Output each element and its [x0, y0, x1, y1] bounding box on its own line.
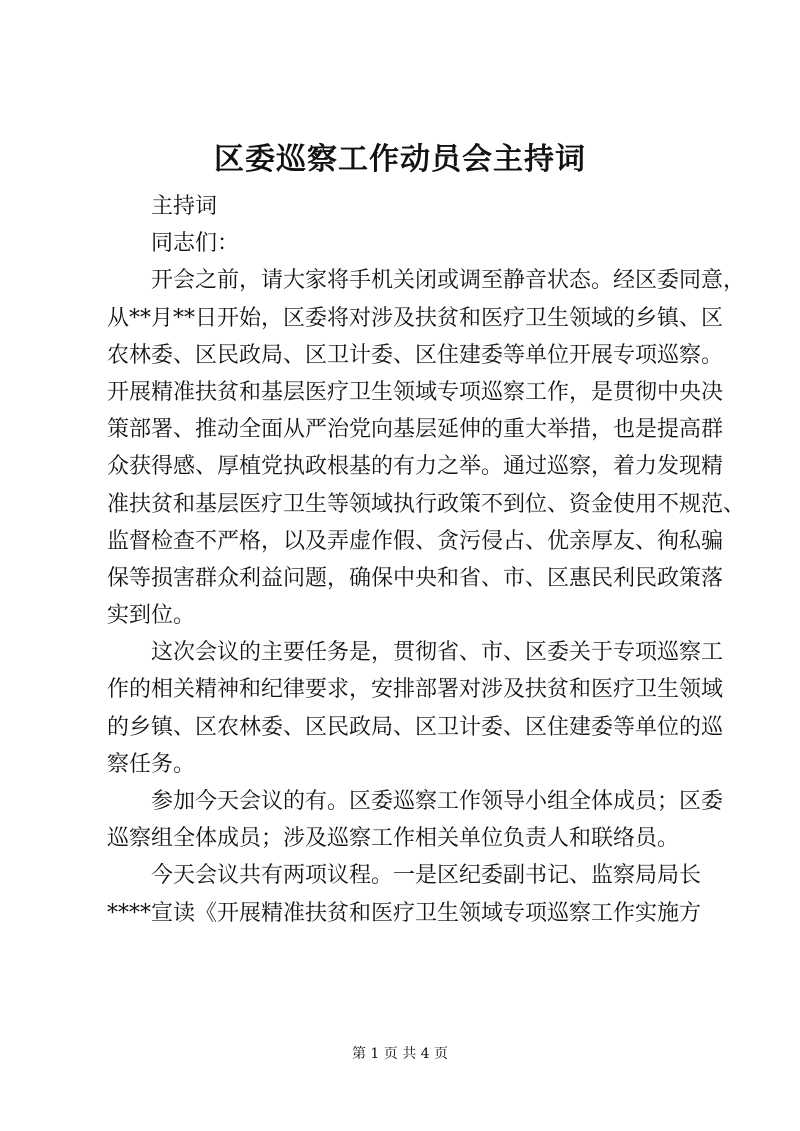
paragraph-line: 开展精准扶贫和基层医疗卫生领域专项巡察工作，是贯彻中央决 [107, 379, 724, 405]
salutation-line: 同志们： [151, 231, 240, 257]
paragraph-line: 保等损害群众利益问题，确保中央和省、市、区惠民利民政策落 [107, 565, 724, 591]
paragraph-line: 策部署、推动全面从严治党向基层延伸的重大举措，也是提高群 [107, 417, 724, 443]
document-title: 区委巡察工作动员会主持词 [214, 142, 586, 177]
paragraph-line: 开会之前，请大家将手机关闭或调至静音状态。经区委同意， [151, 268, 746, 294]
paragraph-line: 今天会议共有两项议程。一是区纪委副书记、监察局局长 [151, 863, 702, 889]
paragraph-line: 巡察组全体成员；涉及巡察工作相关单位负责人和联络员。 [107, 826, 680, 852]
paragraph-line: 监督检查不严格，以及弄虚作假、贪污侵占、优亲厚友、徇私骗 [107, 528, 724, 554]
paragraph-line: 农林委、区民政局、区卫计委、区住建委等单位开展专项巡察。 [107, 342, 724, 368]
paragraph-line: 准扶贫和基层医疗卫生等领域执行政策不到位、资金使用不规范、 [107, 491, 746, 517]
paragraph-line: 众获得感、厚植党执政根基的有力之举。通过巡察，着力发现精 [107, 454, 724, 480]
paragraph-line: 这次会议的主要任务是，贯彻省、市、区委关于专项巡察工 [151, 640, 724, 666]
paragraph-line: 从**月**日开始，区委将对涉及扶贫和医疗卫生领域的乡镇、区 [107, 305, 724, 331]
heading-line: 主持词 [151, 194, 218, 219]
paragraph-line: 察任务。 [107, 751, 196, 777]
paragraph-line: 作的相关精神和纪律要求，安排部署对涉及扶贫和医疗卫生领域 [107, 677, 724, 703]
page-footer: 第 1 页 共 4 页 [351, 1046, 449, 1062]
document-body [107, 188, 746, 932]
paragraph-line: 参加今天会议的有。区委巡察工作领导小组全体成员；区委 [151, 789, 724, 814]
paragraph-line: ****宣读《开展精准扶贫和医疗卫生领域专项巡察工作实施方 [107, 900, 702, 926]
paragraph-line: 的乡镇、区农林委、区民政局、区卫计委、区住建委等单位的巡 [107, 714, 724, 740]
paragraph-line: 实到位。 [107, 603, 196, 629]
